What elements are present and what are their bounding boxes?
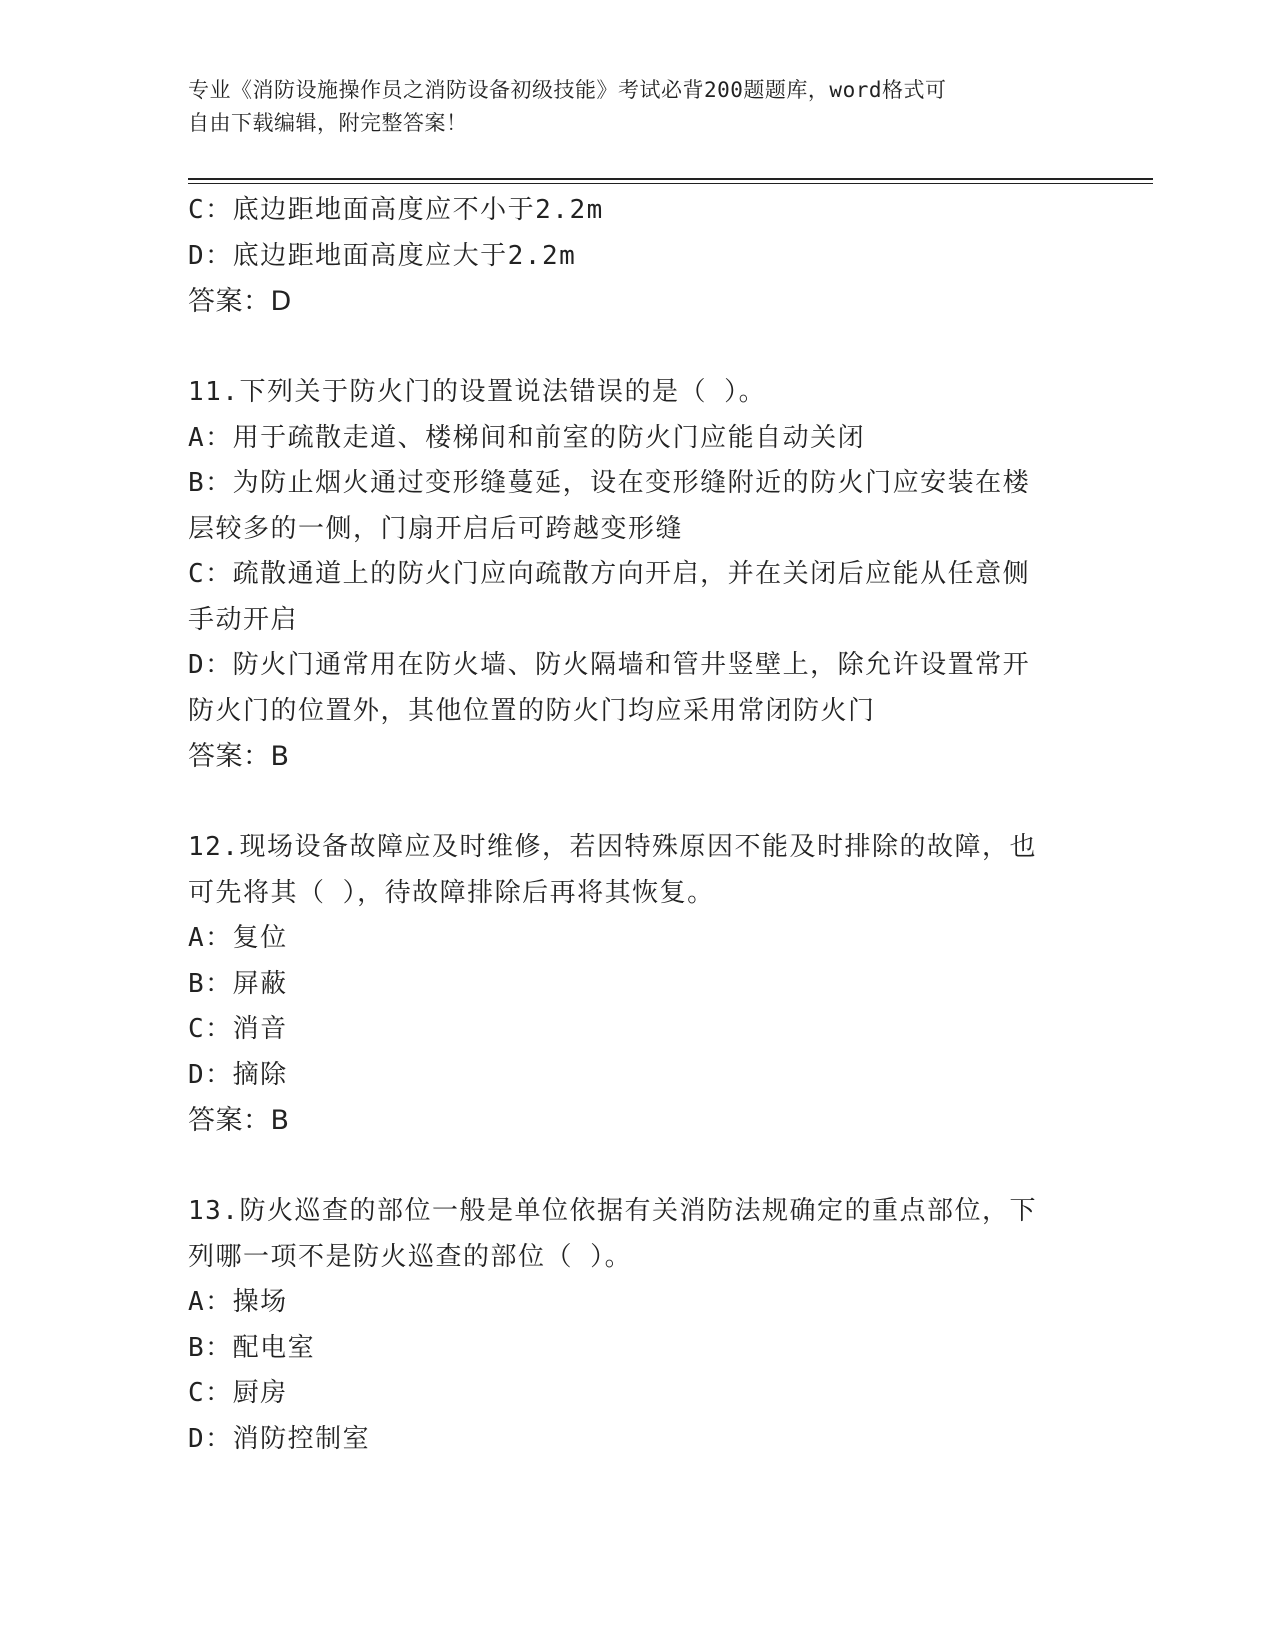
option-c: C：消音 xyxy=(188,1014,288,1044)
question-10-tail xyxy=(188,188,1088,325)
option-b: B：屏蔽 xyxy=(188,968,288,999)
header-line-1: 专业《消防设施操作员之消防设备初级技能》考试必背200题题库，word格式可 xyxy=(188,78,947,102)
document-header xyxy=(188,74,1088,140)
question-13 xyxy=(188,1189,1088,1462)
option-c: C：底边距地面高度应不小于2.2m xyxy=(188,195,604,225)
option-d: D：防火门通常用在防火墙、防火隔墙和管井竖壁上，除允许设置常开 xyxy=(188,650,1031,680)
spacer xyxy=(188,1144,1088,1190)
header-line-2: 自由下载编辑，附完整答案！ xyxy=(188,111,468,135)
option-d: D：摘除 xyxy=(188,1059,288,1090)
header-divider-thick xyxy=(188,178,1153,180)
question-stem: 11.下列关于防火门的设置说法错误的是（ ）。 xyxy=(188,377,767,407)
option-d-continued: 防火门的位置外，其他位置的防火门均应采用常闭防火门 xyxy=(188,695,876,726)
question-stem: 12.现场设备故障应及时维修，若因特殊原因不能及时排除的故障，也 xyxy=(188,832,1037,862)
question-11 xyxy=(188,370,1088,780)
option-a: A：复位 xyxy=(188,923,288,953)
spacer xyxy=(188,325,1088,371)
question-12 xyxy=(188,825,1088,1144)
option-b: B：为防止烟火通过变形缝蔓延，设在变形缝附近的防火门应安装在楼 xyxy=(188,468,1031,498)
option-d: D：底边距地面高度应大于2.2m xyxy=(188,240,577,271)
question-stem-continued: 可先将其（ ），待故障排除后再将其恢复。 xyxy=(188,877,715,908)
question-stem: 13.防火巡查的部位一般是单位依据有关消防法规确定的重点部位，下 xyxy=(188,1196,1037,1226)
question-stem-continued: 列哪一项不是防火巡查的部位（ ）。 xyxy=(188,1241,633,1272)
answer-line: 答案：B xyxy=(188,741,290,772)
answer-line: 答案：B xyxy=(188,1105,290,1136)
option-d: D：消防控制室 xyxy=(188,1423,371,1454)
question-list xyxy=(188,188,1088,1462)
option-b: B：配电室 xyxy=(188,1332,316,1363)
option-a: A：用于疏散走道、楼梯间和前室的防火门应能自动关闭 xyxy=(188,422,866,453)
option-c-continued: 手动开启 xyxy=(188,604,299,635)
spacer xyxy=(188,780,1088,826)
option-c: C：疏散通道上的防火门应向疏散方向开启，并在关闭后应能从任意侧 xyxy=(188,559,1031,589)
header-divider-thin xyxy=(188,183,1153,184)
option-c: C：厨房 xyxy=(188,1378,288,1408)
option-a: A：操场 xyxy=(188,1287,288,1317)
answer-line: 答案：D xyxy=(188,286,292,317)
option-b-continued: 层较多的一侧，门扇开启后可跨越变形缝 xyxy=(188,513,684,544)
